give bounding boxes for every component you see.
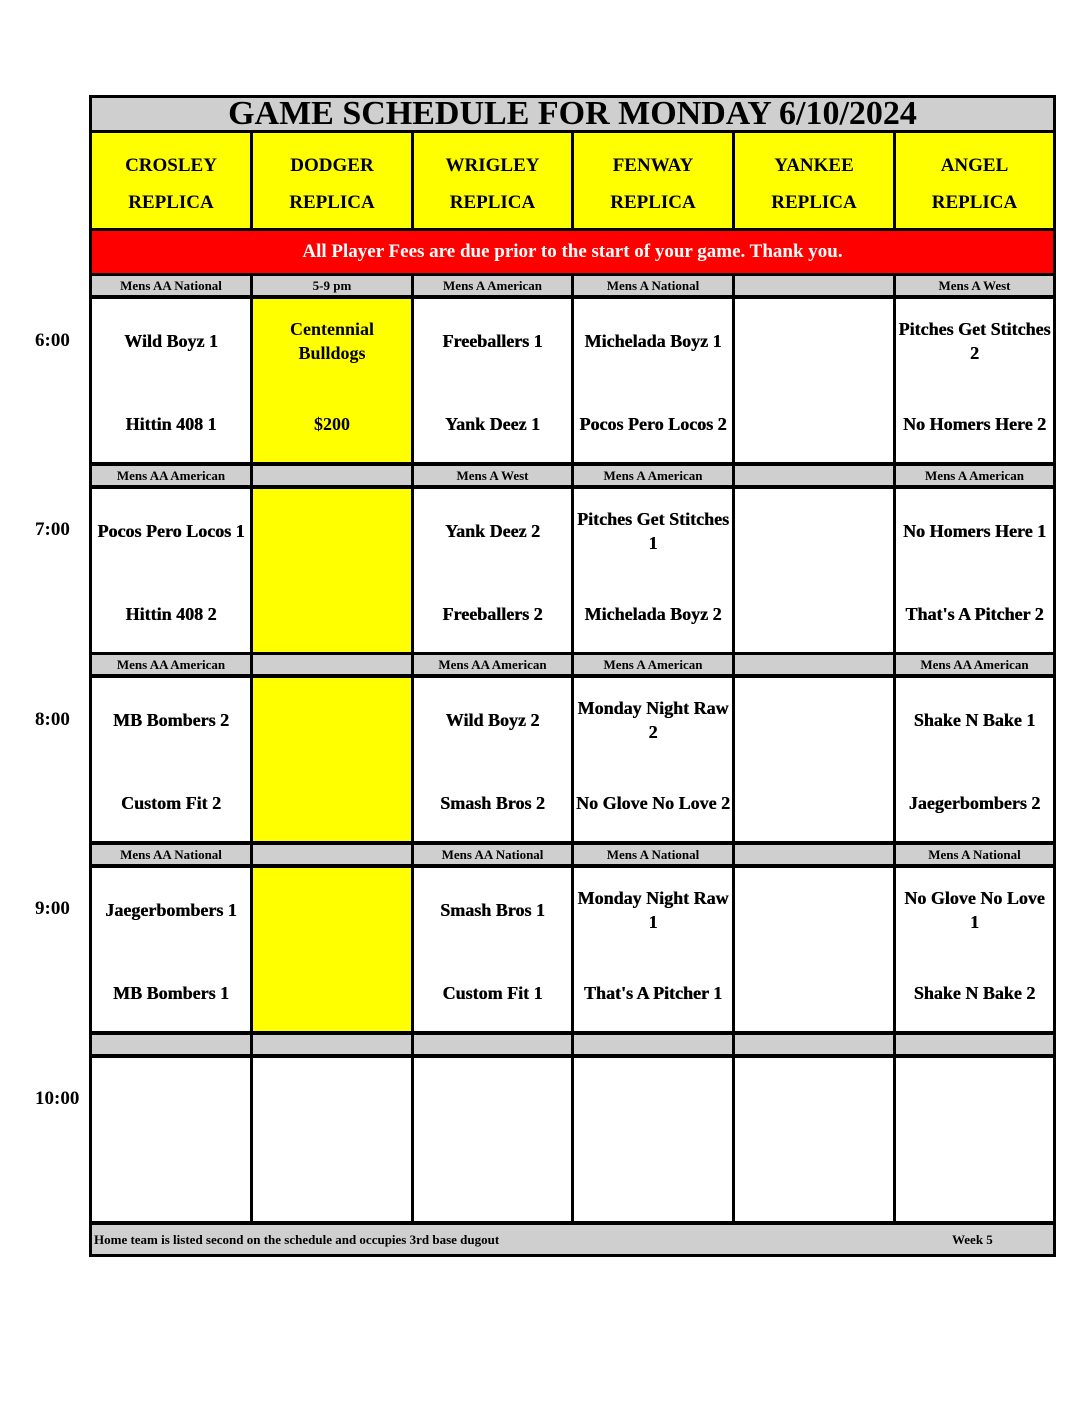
division-label: Mens AA American <box>414 655 571 674</box>
schedule-table <box>89 95 1056 1257</box>
game-cell <box>92 489 250 652</box>
home-team <box>735 1149 893 1217</box>
away-team: Monday Night Raw 1 <box>574 876 732 944</box>
away-team: Pocos Pero Locos 1 <box>92 497 250 565</box>
away-team <box>253 497 411 565</box>
game-cell <box>735 489 893 652</box>
home-team: Hittin 408 1 <box>92 390 250 458</box>
game-cell <box>253 299 411 462</box>
home-team: No Glove No Love 2 <box>574 769 732 837</box>
division-label <box>735 466 893 485</box>
game-cell <box>414 299 571 462</box>
division-label <box>253 466 411 485</box>
home-team: No Homers Here 2 <box>896 390 1053 458</box>
game-cell <box>896 678 1053 841</box>
game-cell <box>414 1058 571 1221</box>
division-label <box>253 655 411 674</box>
away-team <box>253 1066 411 1134</box>
field-subtitle: REPLICA <box>610 192 696 213</box>
field-name: FENWAY <box>612 155 694 176</box>
field-name: YANKEE <box>774 155 854 176</box>
time-label: 9:00 <box>35 898 70 919</box>
game-cell <box>574 868 732 1031</box>
home-team <box>735 390 893 458</box>
division-label <box>735 655 893 674</box>
away-team <box>735 1066 893 1134</box>
field-name: ANGEL <box>940 155 1009 176</box>
home-team: Custom Fit 2 <box>92 769 250 837</box>
footer-bar <box>92 1225 1053 1254</box>
division-label: Mens AA American <box>92 466 250 485</box>
footer-note: Home team is listed second on the schedule and occupies 3rd base dugout <box>94 1231 500 1247</box>
away-team: No Homers Here 1 <box>896 497 1053 565</box>
game-cell <box>414 489 571 652</box>
division-label: Mens AA National <box>414 845 571 864</box>
division-label: Mens A National <box>574 845 732 864</box>
home-team <box>253 959 411 1027</box>
time-label: 7:00 <box>35 519 70 540</box>
division-label: Mens AA American <box>92 655 250 674</box>
page-title: GAME SCHEDULE FOR MONDAY 6/10/2024 <box>92 98 1053 130</box>
field-name: WRIGLEY <box>445 155 540 176</box>
division-label <box>735 276 893 295</box>
week-label: Week 5 <box>952 1231 993 1247</box>
game-cell <box>253 1058 411 1221</box>
field-subtitle: REPLICA <box>128 192 214 213</box>
division-label: Mens A American <box>896 466 1053 485</box>
game-cell <box>574 299 732 462</box>
field-header-fenway <box>574 133 732 228</box>
home-team <box>92 1149 250 1217</box>
home-team <box>735 769 893 837</box>
field-subtitle: REPLICA <box>289 192 375 213</box>
away-team: Wild Boyz 2 <box>414 686 571 754</box>
division-label <box>896 1035 1053 1054</box>
away-team <box>735 876 893 944</box>
home-team: Custom Fit 1 <box>414 959 571 1027</box>
away-team: Michelada Boyz 1 <box>574 307 732 375</box>
game-cell <box>574 489 732 652</box>
division-label <box>414 1035 571 1054</box>
time-label: 8:00 <box>35 709 70 730</box>
away-team: No Glove No Love 1 <box>896 876 1053 944</box>
field-name: CROSLEY <box>125 155 217 176</box>
home-team: Shake N Bake 2 <box>896 959 1053 1027</box>
game-cell <box>735 1058 893 1221</box>
game-cell <box>92 1058 250 1221</box>
field-name: DODGER <box>290 155 374 176</box>
division-label: Mens A West <box>414 466 571 485</box>
game-cell <box>896 299 1053 462</box>
home-team: MB Bombers 1 <box>92 959 250 1027</box>
division-label <box>92 1035 250 1054</box>
field-header-wrigley <box>414 133 571 228</box>
field-header-angel <box>896 133 1053 228</box>
time-label: 10:00 <box>35 1088 80 1109</box>
away-team <box>735 497 893 565</box>
away-team <box>253 686 411 754</box>
home-team <box>253 580 411 648</box>
division-label <box>253 845 411 864</box>
field-header-yankee <box>735 133 893 228</box>
division-label: Mens A National <box>896 845 1053 864</box>
home-team: $200 <box>314 414 350 434</box>
field-header-crosley <box>92 133 250 228</box>
time-label: 6:00 <box>35 330 70 351</box>
game-cell <box>92 678 250 841</box>
game-cell <box>574 678 732 841</box>
away-team: Jaegerbombers 1 <box>92 876 250 944</box>
division-label <box>735 1035 893 1054</box>
home-team: Freeballers 2 <box>414 580 571 648</box>
away-team: Shake N Bake 1 <box>896 686 1053 754</box>
home-team <box>253 769 411 837</box>
division-label: Mens A American <box>574 655 732 674</box>
away-team: Freeballers 1 <box>414 307 571 375</box>
away-team <box>574 1066 732 1134</box>
game-cell <box>896 1058 1053 1221</box>
home-team: Jaegerbombers 2 <box>896 769 1053 837</box>
game-cell <box>735 678 893 841</box>
home-team: Michelada Boyz 2 <box>574 580 732 648</box>
division-label <box>574 1035 732 1054</box>
field-subtitle: REPLICA <box>449 192 536 213</box>
home-team: That's A Pitcher 2 <box>896 580 1053 648</box>
home-team: That's A Pitcher 1 <box>574 959 732 1027</box>
away-team <box>253 876 411 944</box>
home-team: Pocos Pero Locos 2 <box>574 390 732 458</box>
away-team: Smash Bros 1 <box>414 876 571 944</box>
game-cell <box>253 678 411 841</box>
away-team <box>414 1066 571 1134</box>
home-team <box>735 580 893 648</box>
game-cell <box>92 299 250 462</box>
away-team: Centennial Bulldogs <box>289 319 374 363</box>
division-label <box>253 1035 411 1054</box>
away-team: Pitches Get Stitches 2 <box>896 307 1053 375</box>
home-team <box>896 1149 1053 1217</box>
division-label: 5-9 pm <box>253 276 411 295</box>
home-team <box>574 1149 732 1217</box>
away-team: Pitches Get Stitches 1 <box>574 497 732 565</box>
game-cell <box>896 868 1053 1031</box>
home-team: Yank Deez 1 <box>414 390 571 458</box>
game-cell <box>253 868 411 1031</box>
home-team <box>253 1149 411 1217</box>
division-label: Mens A American <box>414 276 571 295</box>
away-team: Monday Night Raw 2 <box>574 686 732 754</box>
division-label <box>735 845 893 864</box>
away-team: MB Bombers 2 <box>92 686 250 754</box>
division-label: Mens A West <box>896 276 1053 295</box>
field-header-dodger <box>253 133 411 228</box>
game-cell <box>253 489 411 652</box>
away-team <box>896 1066 1053 1134</box>
away-team <box>735 686 893 754</box>
game-cell <box>574 1058 732 1221</box>
home-team <box>735 959 893 1027</box>
field-subtitle: REPLICA <box>771 192 857 213</box>
fee-notice: All Player Fees are due prior to the start of your game. Thank you. <box>92 231 1053 273</box>
division-label: Mens AA National <box>92 276 250 295</box>
game-cell <box>92 868 250 1031</box>
game-cell <box>735 299 893 462</box>
home-team <box>414 1149 571 1217</box>
home-team: Smash Bros 2 <box>414 769 571 837</box>
division-label: Mens AA National <box>92 845 250 864</box>
game-cell <box>414 868 571 1031</box>
division-label: Mens AA American <box>896 655 1053 674</box>
away-team: Yank Deez 2 <box>414 497 571 565</box>
game-cell <box>735 868 893 1031</box>
game-cell <box>414 678 571 841</box>
away-team: Wild Boyz 1 <box>92 307 250 375</box>
field-subtitle: REPLICA <box>931 192 1018 213</box>
away-team <box>92 1066 250 1134</box>
division-label: Mens A National <box>574 276 732 295</box>
division-label: Mens A American <box>574 466 732 485</box>
away-team <box>735 307 893 375</box>
home-team: Hittin 408 2 <box>92 580 250 648</box>
game-cell <box>896 489 1053 652</box>
